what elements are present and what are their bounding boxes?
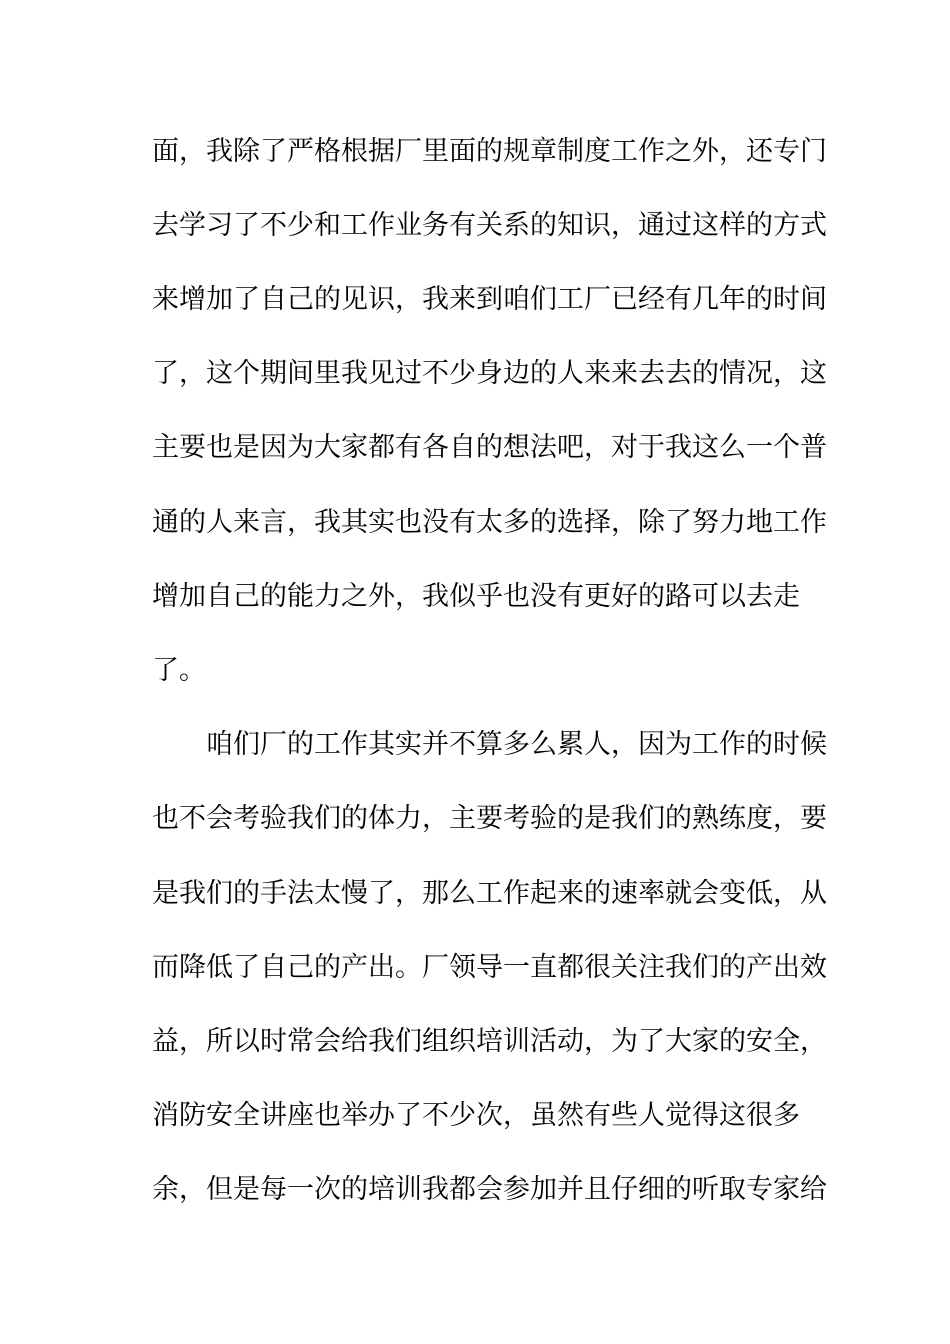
text-line: 通的人来言，我其实也没有太多的选择，除了努力地工作 [152, 507, 827, 538]
text-line: 了。 [152, 655, 206, 686]
text-line: 而降低了自己的产出。厂领导一直都很关注我们的产出效 [152, 952, 827, 983]
text-line: 来增加了自己的见识，我来到咱们工厂已经有几年的时间 [152, 284, 827, 315]
paragraph-first-line: 咱们厂的工作其实并不算多么累人，因为工作的时候 [206, 729, 827, 760]
text-line: 也不会考验我们的体力，主要考验的是我们的熟练度，要 [152, 803, 827, 834]
text-line: 余，但是每一次的培训我都会参加并且仔细的听取专家给 [152, 1174, 827, 1205]
text-line: 增加自己的能力之外，我似乎也没有更好的路可以去走 [152, 581, 800, 612]
text-line: 面，我除了严格根据厂里面的规章制度工作之外，还专门 [152, 136, 827, 167]
text-line: 了，这个期间里我见过不少身边的人来来去去的情况，这 [152, 358, 827, 389]
text-line: 是我们的手法太慢了，那么工作起来的速率就会变低，从 [152, 878, 827, 909]
text-line: 消防安全讲座也举办了不少次，虽然有些人觉得这很多 [152, 1100, 800, 1131]
text-line: 益，所以时常会给我们组织培训活动，为了大家的安全， [152, 1026, 827, 1057]
text-line: 主要也是因为大家都有各自的想法吧，对于我这么一个普 [152, 432, 827, 463]
text-line: 去学习了不少和工作业务有关系的知识，通过这样的方式 [152, 210, 827, 241]
